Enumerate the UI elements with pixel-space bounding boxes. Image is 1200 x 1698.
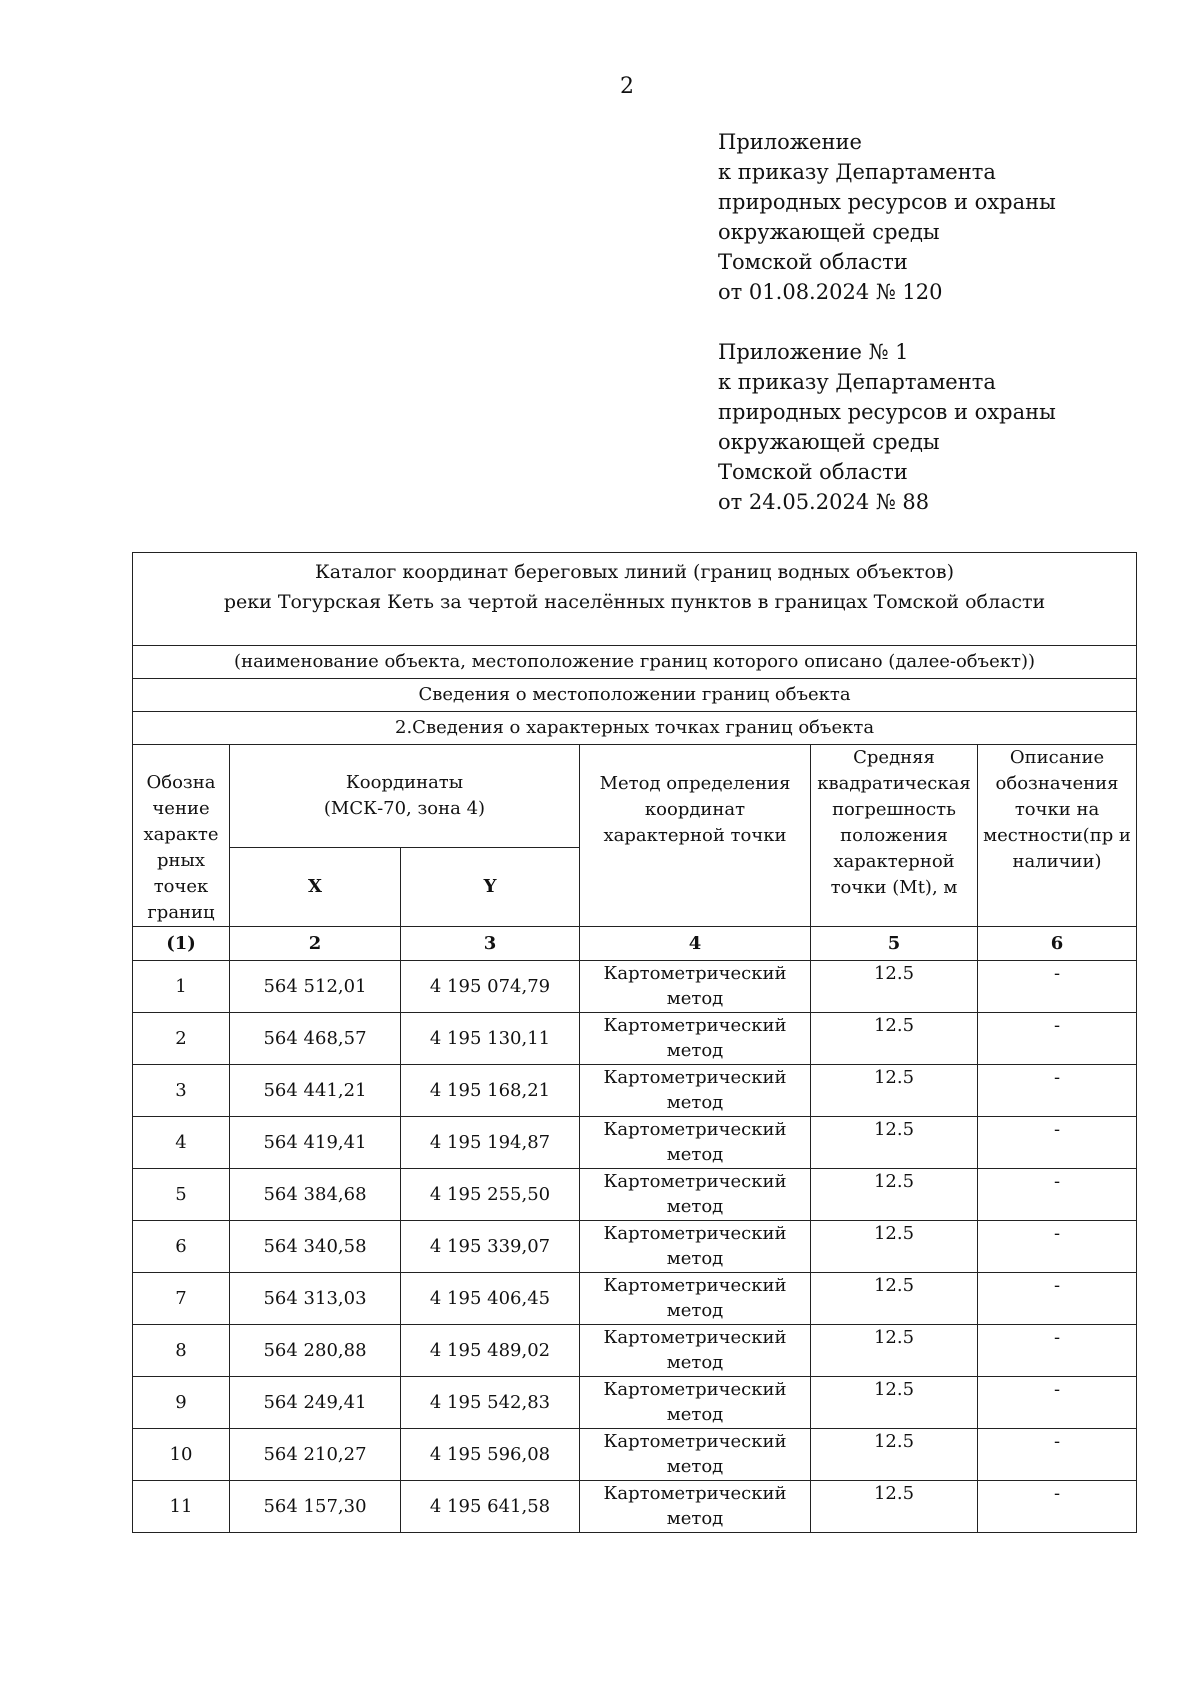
appendix-line: окружающей среды [718, 430, 940, 454]
method-cell: Картометрический метод [580, 1221, 811, 1273]
mean-error-cell: 12.5 [811, 1377, 978, 1429]
table-row [133, 1013, 1137, 1065]
description-cell: - [978, 1273, 1137, 1325]
point-number-cell: 4 [133, 1117, 230, 1169]
column-number: 6 [978, 927, 1137, 961]
description-cell: - [978, 961, 1137, 1013]
table-row [133, 1325, 1137, 1377]
table-row [133, 1273, 1137, 1325]
mean-error-cell: 12.5 [811, 1117, 978, 1169]
x-coordinate-cell: 564 340,58 [230, 1221, 401, 1273]
method-cell: Картометрический метод [580, 1481, 811, 1533]
appendix-line: к приказу Департамента [718, 160, 996, 184]
table-row [133, 1221, 1137, 1273]
page-number: 2 [620, 74, 634, 99]
mean-error-cell: 12.5 [811, 1221, 978, 1273]
x-coordinate-cell: 564 280,88 [230, 1325, 401, 1377]
description-cell: - [978, 1377, 1137, 1429]
appendix-line: к приказу Департамента [718, 370, 996, 394]
appendix-line: Приложение [718, 130, 862, 154]
x-coordinate-cell: 564 249,41 [230, 1377, 401, 1429]
x-coordinate-cell: 564 468,57 [230, 1013, 401, 1065]
column-number: 4 [580, 927, 811, 961]
description-cell: - [978, 1221, 1137, 1273]
subsection-title: 2.Сведения о характерных точках границ объекта [133, 712, 1137, 745]
x-coordinate-cell: 564 384,68 [230, 1169, 401, 1221]
mean-error-cell: 12.5 [811, 961, 978, 1013]
section-title: Сведения о местоположении границ объекта [133, 679, 1137, 712]
x-coordinate-cell: 564 313,03 [230, 1273, 401, 1325]
y-coordinate-cell: 4 195 074,79 [401, 961, 580, 1013]
point-number-cell: 11 [133, 1481, 230, 1533]
header-point-designation: Обозна чение характе рных точек границ [133, 745, 230, 927]
y-coordinate-cell: 4 195 542,83 [401, 1377, 580, 1429]
header-y: Y [401, 848, 580, 927]
table-row [133, 961, 1137, 1013]
header-coordinates [230, 745, 580, 848]
mean-error-cell: 12.5 [811, 1273, 978, 1325]
method-cell: Картометрический метод [580, 1065, 811, 1117]
point-number-cell: 9 [133, 1377, 230, 1429]
y-coordinate-cell: 4 195 641,58 [401, 1481, 580, 1533]
mean-error-cell: 12.5 [811, 1481, 978, 1533]
description-cell: - [978, 1117, 1137, 1169]
header-coordinates-label: Координаты [345, 772, 464, 793]
table-row [133, 1117, 1137, 1169]
column-numbers-row [133, 927, 1137, 961]
appendix-line: природных ресурсов и охраны [718, 190, 1056, 214]
catalog-title-line-1: Каталог координат береговых линий (границ водных объектов) [315, 561, 955, 583]
point-number-cell: 10 [133, 1429, 230, 1481]
y-coordinate-cell: 4 195 168,21 [401, 1065, 580, 1117]
mean-error-cell: 12.5 [811, 1325, 978, 1377]
y-coordinate-cell: 4 195 596,08 [401, 1429, 580, 1481]
x-coordinate-cell: 564 210,27 [230, 1429, 401, 1481]
method-cell: Картометрический метод [580, 1117, 811, 1169]
method-cell: Картометрический метод [580, 1429, 811, 1481]
coordinates-catalog-table [132, 552, 1137, 1533]
catalog-title-line-2: реки Тогурская Кеть за чертой населённых пунктов в границах Томской области [223, 591, 1046, 613]
table-row [133, 1429, 1137, 1481]
description-cell: - [978, 1065, 1137, 1117]
header-x: X [230, 848, 401, 927]
description-cell: - [978, 1429, 1137, 1481]
point-number-cell: 2 [133, 1013, 230, 1065]
column-number: 2 [230, 927, 401, 961]
object-caption: (наименование объекта, местоположение границ которого описано (далее-объект)) [133, 646, 1137, 679]
y-coordinate-cell: 4 195 406,45 [401, 1273, 580, 1325]
header-mean-error: Средняя квадратическая погрешность положения характерной точки (Mt), м [811, 745, 978, 927]
y-coordinate-cell: 4 195 130,11 [401, 1013, 580, 1065]
header-method: Метод определения координат характерной точки [580, 745, 811, 927]
mean-error-cell: 12.5 [811, 1065, 978, 1117]
method-cell: Картометрический метод [580, 1377, 811, 1429]
point-number-cell: 8 [133, 1325, 230, 1377]
x-coordinate-cell: 564 512,01 [230, 961, 401, 1013]
appendix-line: природных ресурсов и охраны [718, 400, 1056, 424]
y-coordinate-cell: 4 195 339,07 [401, 1221, 580, 1273]
appendix-previous-header [718, 337, 1056, 517]
header-coordinates-system: (МСК-70, зона 4) [323, 798, 486, 819]
description-cell: - [978, 1325, 1137, 1377]
x-coordinate-cell: 564 157,30 [230, 1481, 401, 1533]
appendix-line: Приложение № 1 [718, 340, 909, 364]
catalog-title [133, 553, 1137, 646]
appendix-line: окружающей среды [718, 220, 940, 244]
description-cell: - [978, 1481, 1137, 1533]
column-number: 5 [811, 927, 978, 961]
column-number: (1) [133, 927, 230, 961]
method-cell: Картометрический метод [580, 961, 811, 1013]
table-row [133, 1481, 1137, 1533]
description-cell: - [978, 1013, 1137, 1065]
point-number-cell: 7 [133, 1273, 230, 1325]
mean-error-cell: 12.5 [811, 1429, 978, 1481]
method-cell: Картометрический метод [580, 1273, 811, 1325]
header-description: Описание обозначения точки на местности(пр и наличии) [978, 745, 1137, 927]
y-coordinate-cell: 4 195 255,50 [401, 1169, 580, 1221]
point-number-cell: 1 [133, 961, 230, 1013]
method-cell: Картометрический метод [580, 1325, 811, 1377]
y-coordinate-cell: 4 195 194,87 [401, 1117, 580, 1169]
table-row [133, 1377, 1137, 1429]
table-row [133, 1169, 1137, 1221]
point-number-cell: 6 [133, 1221, 230, 1273]
appendix-line: Томской области [718, 250, 908, 274]
table-row [133, 1065, 1137, 1117]
appendix-current-header [718, 127, 1056, 307]
point-number-cell: 5 [133, 1169, 230, 1221]
x-coordinate-cell: 564 419,41 [230, 1117, 401, 1169]
y-coordinate-cell: 4 195 489,02 [401, 1325, 580, 1377]
appendix-line: от 24.05.2024 № 88 [718, 490, 930, 514]
method-cell: Картометрический метод [580, 1013, 811, 1065]
mean-error-cell: 12.5 [811, 1013, 978, 1065]
column-number: 3 [401, 927, 580, 961]
method-cell: Картометрический метод [580, 1169, 811, 1221]
appendix-line: Томской области [718, 460, 908, 484]
point-number-cell: 3 [133, 1065, 230, 1117]
description-cell: - [978, 1169, 1137, 1221]
mean-error-cell: 12.5 [811, 1169, 978, 1221]
appendix-line: от 01.08.2024 № 120 [718, 280, 943, 304]
x-coordinate-cell: 564 441,21 [230, 1065, 401, 1117]
